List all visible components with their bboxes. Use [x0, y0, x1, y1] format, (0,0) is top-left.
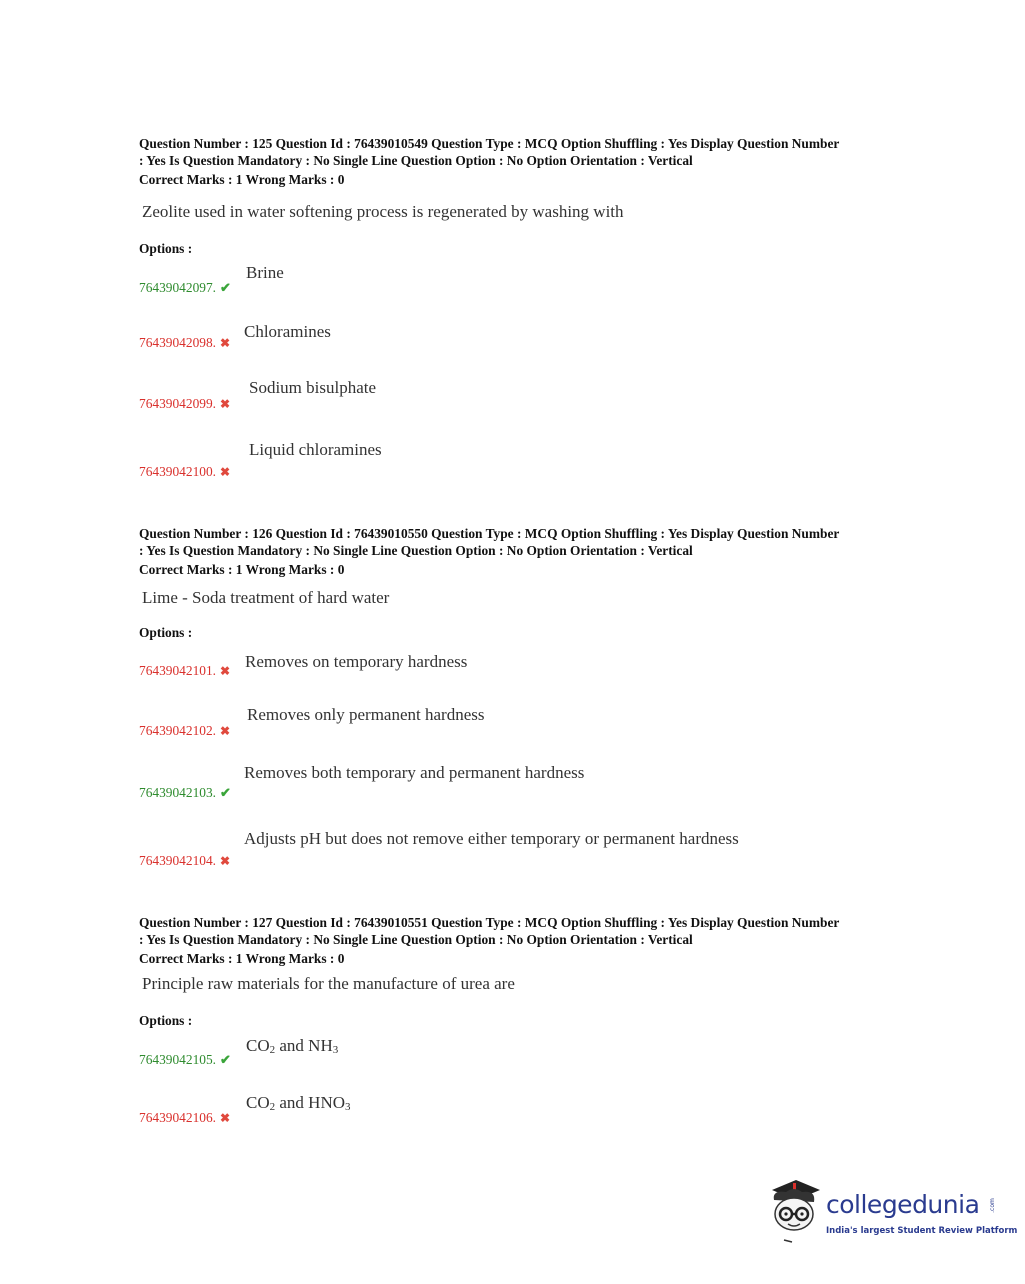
question-127-header: [139, 915, 919, 968]
logo-domain: .com: [988, 1198, 996, 1213]
option-text: Liquid chloramines: [249, 440, 382, 459]
option-id: 76439042106. ✖: [139, 1110, 231, 1125]
options-label: Options :: [139, 241, 193, 256]
option-text: Removes only permanent hardness: [247, 705, 485, 724]
mascot-icon: [766, 1178, 824, 1244]
option-text: Sodium bisulphate: [249, 378, 377, 397]
question-stem: Lime - Soda treatment of hard water: [142, 588, 390, 607]
question-stem: Principle raw materials for the manufacture of urea are: [142, 974, 515, 993]
question-125-header: [139, 136, 919, 189]
cross-icon: ✖: [220, 397, 231, 411]
option-text: $CO_2$ and $NH_3$: [246, 1036, 339, 1056]
check-icon: ✔: [220, 1052, 231, 1067]
option-id: 76439042099. ✖: [139, 396, 231, 411]
question-meta: : Yes Is Question Mandatory : No Single Line Question Option : No Option Orientation : Vertical: [139, 931, 693, 947]
cross-icon: ✖: [220, 854, 231, 868]
cross-icon: ✖: [220, 1111, 231, 1125]
option-id: 76439042103. ✔: [139, 785, 231, 800]
collegedunia-logo: [766, 1178, 1018, 1248]
question-meta: : Yes Is Question Mandatory : No Single Line Question Option : No Option Orientation : Vertical: [139, 152, 693, 168]
option-id: 76439042097. ✔: [139, 280, 231, 295]
options-label: Options :: [139, 1013, 193, 1028]
question-marks: Correct Marks : 1 Wrong Marks : 0: [139, 951, 345, 966]
question-marks: Correct Marks : 1 Wrong Marks : 0: [139, 562, 345, 577]
question-meta: : Yes Is Question Mandatory : No Single Line Question Option : No Option Orientation : Vertical: [139, 542, 693, 558]
option-text: Chloramines: [244, 322, 331, 341]
cross-icon: ✖: [220, 724, 231, 738]
option-text: Brine: [246, 263, 284, 282]
question-126-header: [139, 526, 919, 579]
option-id: 76439042101. ✖: [139, 663, 231, 678]
option-id: 76439042098. ✖: [139, 335, 231, 350]
cross-icon: ✖: [220, 664, 231, 678]
logo-tagline: India's largest Student Review Platform: [826, 1226, 1018, 1236]
option-text: Removes both temporary and permanent hardness: [244, 763, 585, 782]
option-id: 76439042104. ✖: [139, 853, 231, 868]
question-stem: Zeolite used in water softening process is regenerated by washing with: [142, 202, 624, 221]
option-text: Removes on temporary hardness: [245, 652, 468, 671]
options-label: Options :: [139, 625, 193, 640]
option-text: Adjusts pH but does not remove either temporary or permanent hardness: [244, 829, 739, 848]
option-id: 76439042105. ✔: [139, 1052, 231, 1067]
check-icon: ✔: [220, 785, 231, 800]
question-meta: Question Number : 125 Question Id : 76439010549 Question Type : MCQ Option Shuffling : Yes Display Question Number: [139, 136, 840, 151]
check-icon: ✔: [220, 280, 231, 295]
cross-icon: ✖: [220, 465, 231, 479]
question-meta: Question Number : 127 Question Id : 76439010551 Question Type : MCQ Option Shuffling : Yes Display Question Number: [139, 915, 840, 930]
option-text: $CO_2$ and $HNO_3$: [246, 1093, 351, 1113]
logo-wordmark: collegedunia: [826, 1190, 980, 1219]
option-id: 76439042102. ✖: [139, 723, 231, 738]
question-meta: Question Number : 126 Question Id : 76439010550 Question Type : MCQ Option Shuffling : Yes Display Question Number: [139, 526, 840, 541]
question-marks: Correct Marks : 1 Wrong Marks : 0: [139, 172, 345, 187]
cross-icon: ✖: [220, 336, 231, 350]
option-id: 76439042100. ✖: [139, 464, 231, 479]
